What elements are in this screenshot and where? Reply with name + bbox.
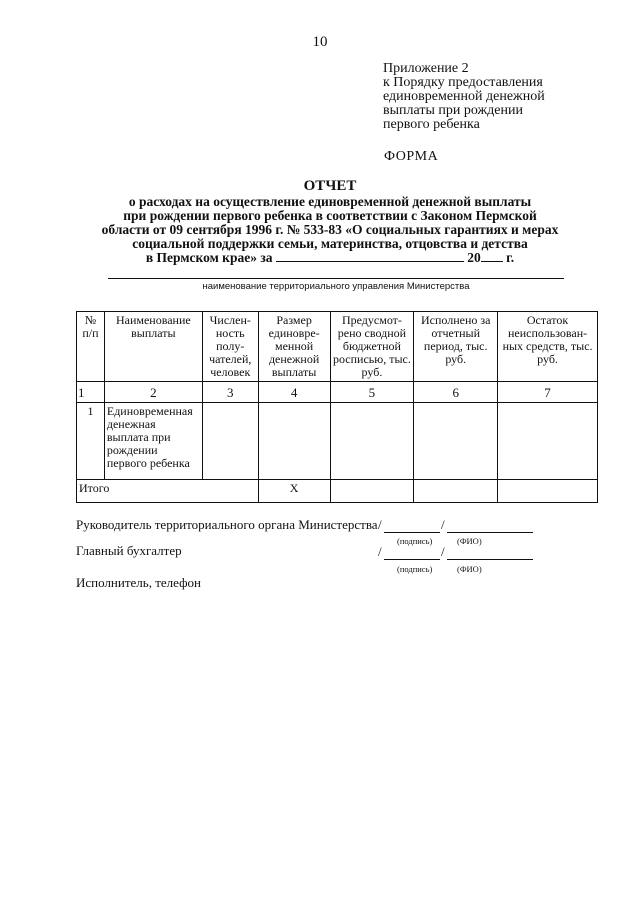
payment-size-cell[interactable] [258, 403, 330, 480]
signature-caption: (подпись) [397, 536, 433, 546]
header-cell: Размер единовре-менной денежной выплаты [258, 312, 330, 382]
total-executed-cell[interactable] [414, 480, 498, 503]
subtitle-line: социальной поддержки семьи, материнства, отцовства и детства [132, 236, 528, 251]
total-remainder-cell[interactable] [498, 480, 598, 503]
column-number-row [77, 382, 598, 403]
slash: / [378, 544, 382, 559]
report-table [76, 311, 598, 503]
total-row [77, 480, 598, 503]
subtitle-period-line [80, 251, 580, 265]
payment-name: Единовременная денежная выплата при рождении первого ребенка [104, 403, 202, 480]
territorial-name-line[interactable] [108, 278, 564, 279]
header-cell: Остаток неиспользован-ных средств, тыс. руб. [498, 312, 598, 382]
appendix-line: первого ребенка [383, 117, 480, 132]
appendix-line: Приложение 2 [383, 61, 469, 76]
header-cell: Предусмот-рено сводной бюджетной росписью, тыс. руб. [330, 312, 414, 382]
period-prefix: в Пермском крае» за [145, 250, 273, 265]
appendix-block [383, 62, 545, 132]
budget-cell[interactable] [330, 403, 414, 480]
header-cell: № п/п [77, 312, 105, 382]
report-title: ОТЧЕТ [303, 178, 357, 194]
column-number: 2 [104, 382, 202, 403]
head-signature-label: Руководитель территориального органа Министерства [76, 517, 378, 532]
executor-label: Исполнитель, телефон [76, 575, 201, 590]
header-cell: Наименование выплаты [104, 312, 202, 382]
column-number: 5 [330, 382, 414, 403]
period-blank[interactable] [276, 251, 464, 262]
form-label: ФОРМА [384, 149, 439, 164]
subtitle-line: области от 09 сентября 1996 г. № 533-83 «О социальных гарантиях и мерах [101, 222, 559, 237]
total-label: Итого [77, 480, 259, 503]
slash: / [441, 544, 445, 559]
head-fio-field[interactable] [447, 532, 533, 533]
column-number: 4 [258, 382, 330, 403]
page-number: 10 [312, 34, 328, 50]
table-header-row [77, 312, 598, 382]
accountant-signature-field[interactable] [384, 559, 440, 560]
head-signature-field[interactable] [384, 532, 440, 533]
signature-caption: (подпись) [397, 564, 433, 574]
column-number: 7 [498, 382, 598, 403]
recipients-cell[interactable] [202, 403, 258, 480]
appendix-line: выплаты при рождении [383, 103, 523, 118]
table-row [77, 403, 598, 480]
year-blank[interactable] [481, 251, 503, 262]
header-cell: Исполнено за отчетный период, тыс. руб. [414, 312, 498, 382]
appendix-line: единовременной денежной [383, 89, 545, 104]
total-budget-cell[interactable] [330, 480, 414, 503]
subtitle-line: при рождении первого ребенка в соответствии с Законом Пермской [123, 208, 537, 223]
appendix-line: к Порядку предоставления [383, 75, 543, 90]
remainder-cell[interactable] [498, 403, 598, 480]
slash: / [441, 517, 445, 532]
fio-caption: (ФИО) [457, 536, 482, 546]
territorial-name-caption: наименование территориального управления Министерства [202, 281, 470, 292]
accountant-fio-field[interactable] [447, 559, 533, 560]
total-payment-size: X [258, 480, 330, 503]
year-suffix: г. [506, 250, 515, 265]
executed-cell[interactable] [414, 403, 498, 480]
row-number: 1 [77, 403, 105, 480]
column-number: 3 [202, 382, 258, 403]
header-cell: Числен-ность полу-чателей, человек [202, 312, 258, 382]
accountant-label: Главный бухгалтер [76, 543, 182, 558]
fio-caption: (ФИО) [457, 564, 482, 574]
year-prefix: 20 [467, 250, 481, 265]
slash: / [378, 517, 382, 532]
column-number: 6 [414, 382, 498, 403]
subtitle-line: о расходах на осуществление единовременной денежной выплаты [128, 194, 532, 209]
column-number: 1 [77, 382, 105, 403]
report-subtitle [80, 195, 580, 265]
